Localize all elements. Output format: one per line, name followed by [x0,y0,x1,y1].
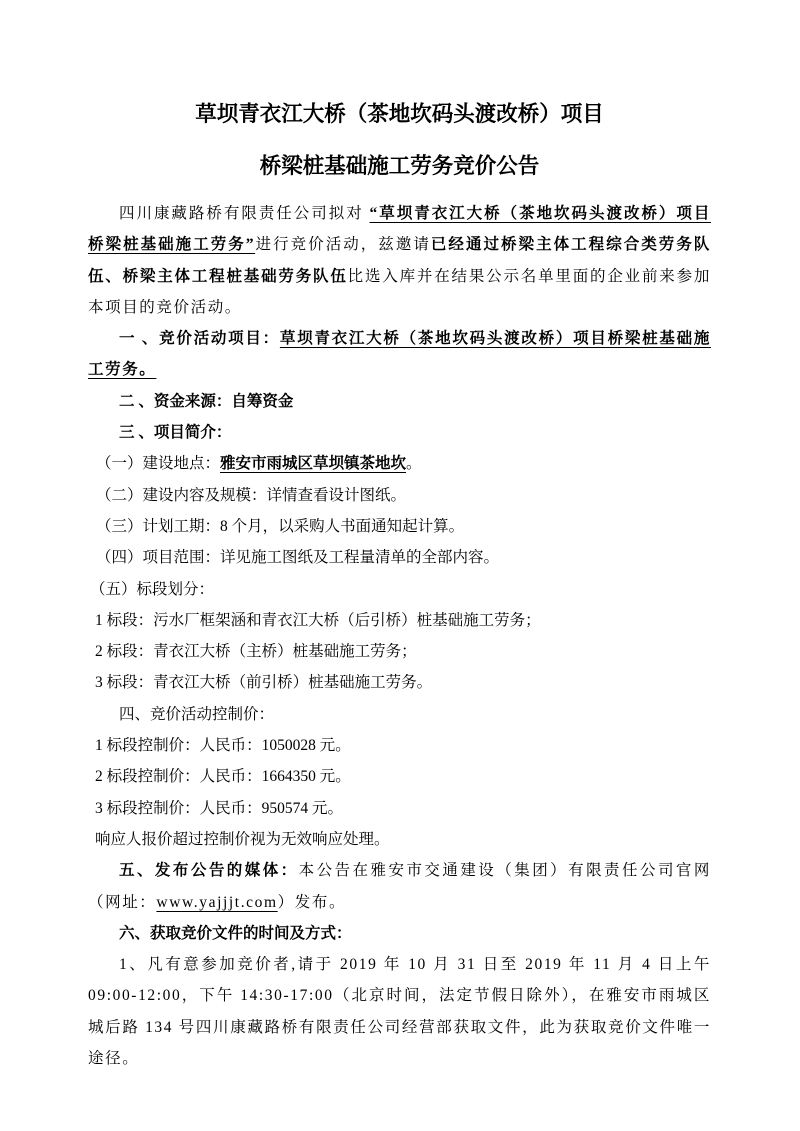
section-5-announcement-media [88,855,711,918]
section-1-value: 草坝青衣江大桥（茶地坎码头渡改桥）项目桥梁桩基础施工劳务。 [88,330,711,379]
section-5-body: 本公告在雅安市交通建设（集团）有限责任公司官网（网址： [88,862,711,911]
brief-item-lot-division: （五）标段划分： [90,580,215,598]
section-4-control-price [88,699,711,730]
control-price-lot1: 1 标段控制价：人民币：1050028 元。 [95,737,351,755]
lot-3: 3 标段：青衣江大桥（前引桥）桩基础施工劳务。 [95,674,433,692]
obtain-paragraph: 1、凡有意参加竞价者,请于 2019 年 10 月 31 日至 2019 年 11 月 4 日上午 09:00-12:00，下午 14:30-17:00（北京时间，法定节假日除外），在雅安市雨城区城后路 134 号四川康藏路桥有限责任公司经营部获取文件，此为获取竞价文件唯一途径。 [88,956,711,1068]
control-price-lot3: 3 标段控制价：人民币：950574 元。 [95,799,344,817]
section-4-label: 四、竞价活动控制价： [119,705,275,723]
section-2-funding-source [88,386,711,417]
section-2-value: 自筹资金 [231,392,294,410]
section-6-label: 六、获取竞价文件的时间及方式： [119,924,352,942]
document-title-line1: 草坝青衣江大桥（茶地坎码头渡改桥）项目 [195,102,604,126]
section-3-project-brief [88,417,711,448]
brief-item-schedule: （三）计划工期：8 个月，以采购人书面通知起计算。 [96,517,465,535]
section-1-activity-project [88,323,711,386]
lot-2: 2 标段：青衣江大桥（主桥）桩基础施工劳务； [95,643,417,661]
brief-item-location [88,448,711,479]
intro-lead: 四川康藏路桥有限责任公司拟对 [119,205,370,222]
announcement-website-url: www.yajjjt.com [156,893,278,911]
intro-paragraph [88,198,711,323]
section-5-label: 五、发布公告的媒体： [119,862,299,880]
section-2-label: 二 、资金来源： [119,392,232,410]
section-6-obtain-documents [88,918,711,949]
section-3-label: 三 、项目简介： [119,424,232,442]
brief-item-scope: （二）建设内容及规模：详情查看设计图纸。 [96,486,407,504]
brief-item-location-value: 雅安市雨城区草坝镇茶地坎 [220,455,407,473]
brief-item-range: （四）项目范围：详见施工图纸及工程量清单的全部内容。 [96,549,500,567]
control-price-note: 响应人报价超过控制价视为无效响应处理。 [95,830,390,848]
section-1-label: 一 、竞价活动项目： [119,330,280,348]
section-5-tail: ）发布。 [277,893,347,911]
intro-mid: 进行竞价活动，兹邀请 [255,236,431,254]
intro-project-name: “草坝青衣江大桥（茶地坎码头渡改桥）项目桥梁桩基础施工劳务” [88,205,711,254]
document-title-line2: 桥梁桩基础施工劳务竞价公告 [259,154,540,178]
brief-item-location-suffix: 。 [406,455,422,473]
intro-tail: 比选入库并在结果公示名单里面的企业前来参加本项目的竞价活动。 [88,267,711,316]
intro-qualified-teams: 已经通过桥梁主体工程综合类劳务队伍、桥梁主体工程桩基础劳务队伍 [88,236,711,285]
brief-item-location-label: （一）建设地点： [96,455,221,473]
lot-1: 1 标段：污水厂框架涵和青衣江大桥（后引桥）桩基础施工劳务； [95,611,541,629]
control-price-lot2: 2 标段控制价：人民币：1664350 元。 [95,768,351,786]
